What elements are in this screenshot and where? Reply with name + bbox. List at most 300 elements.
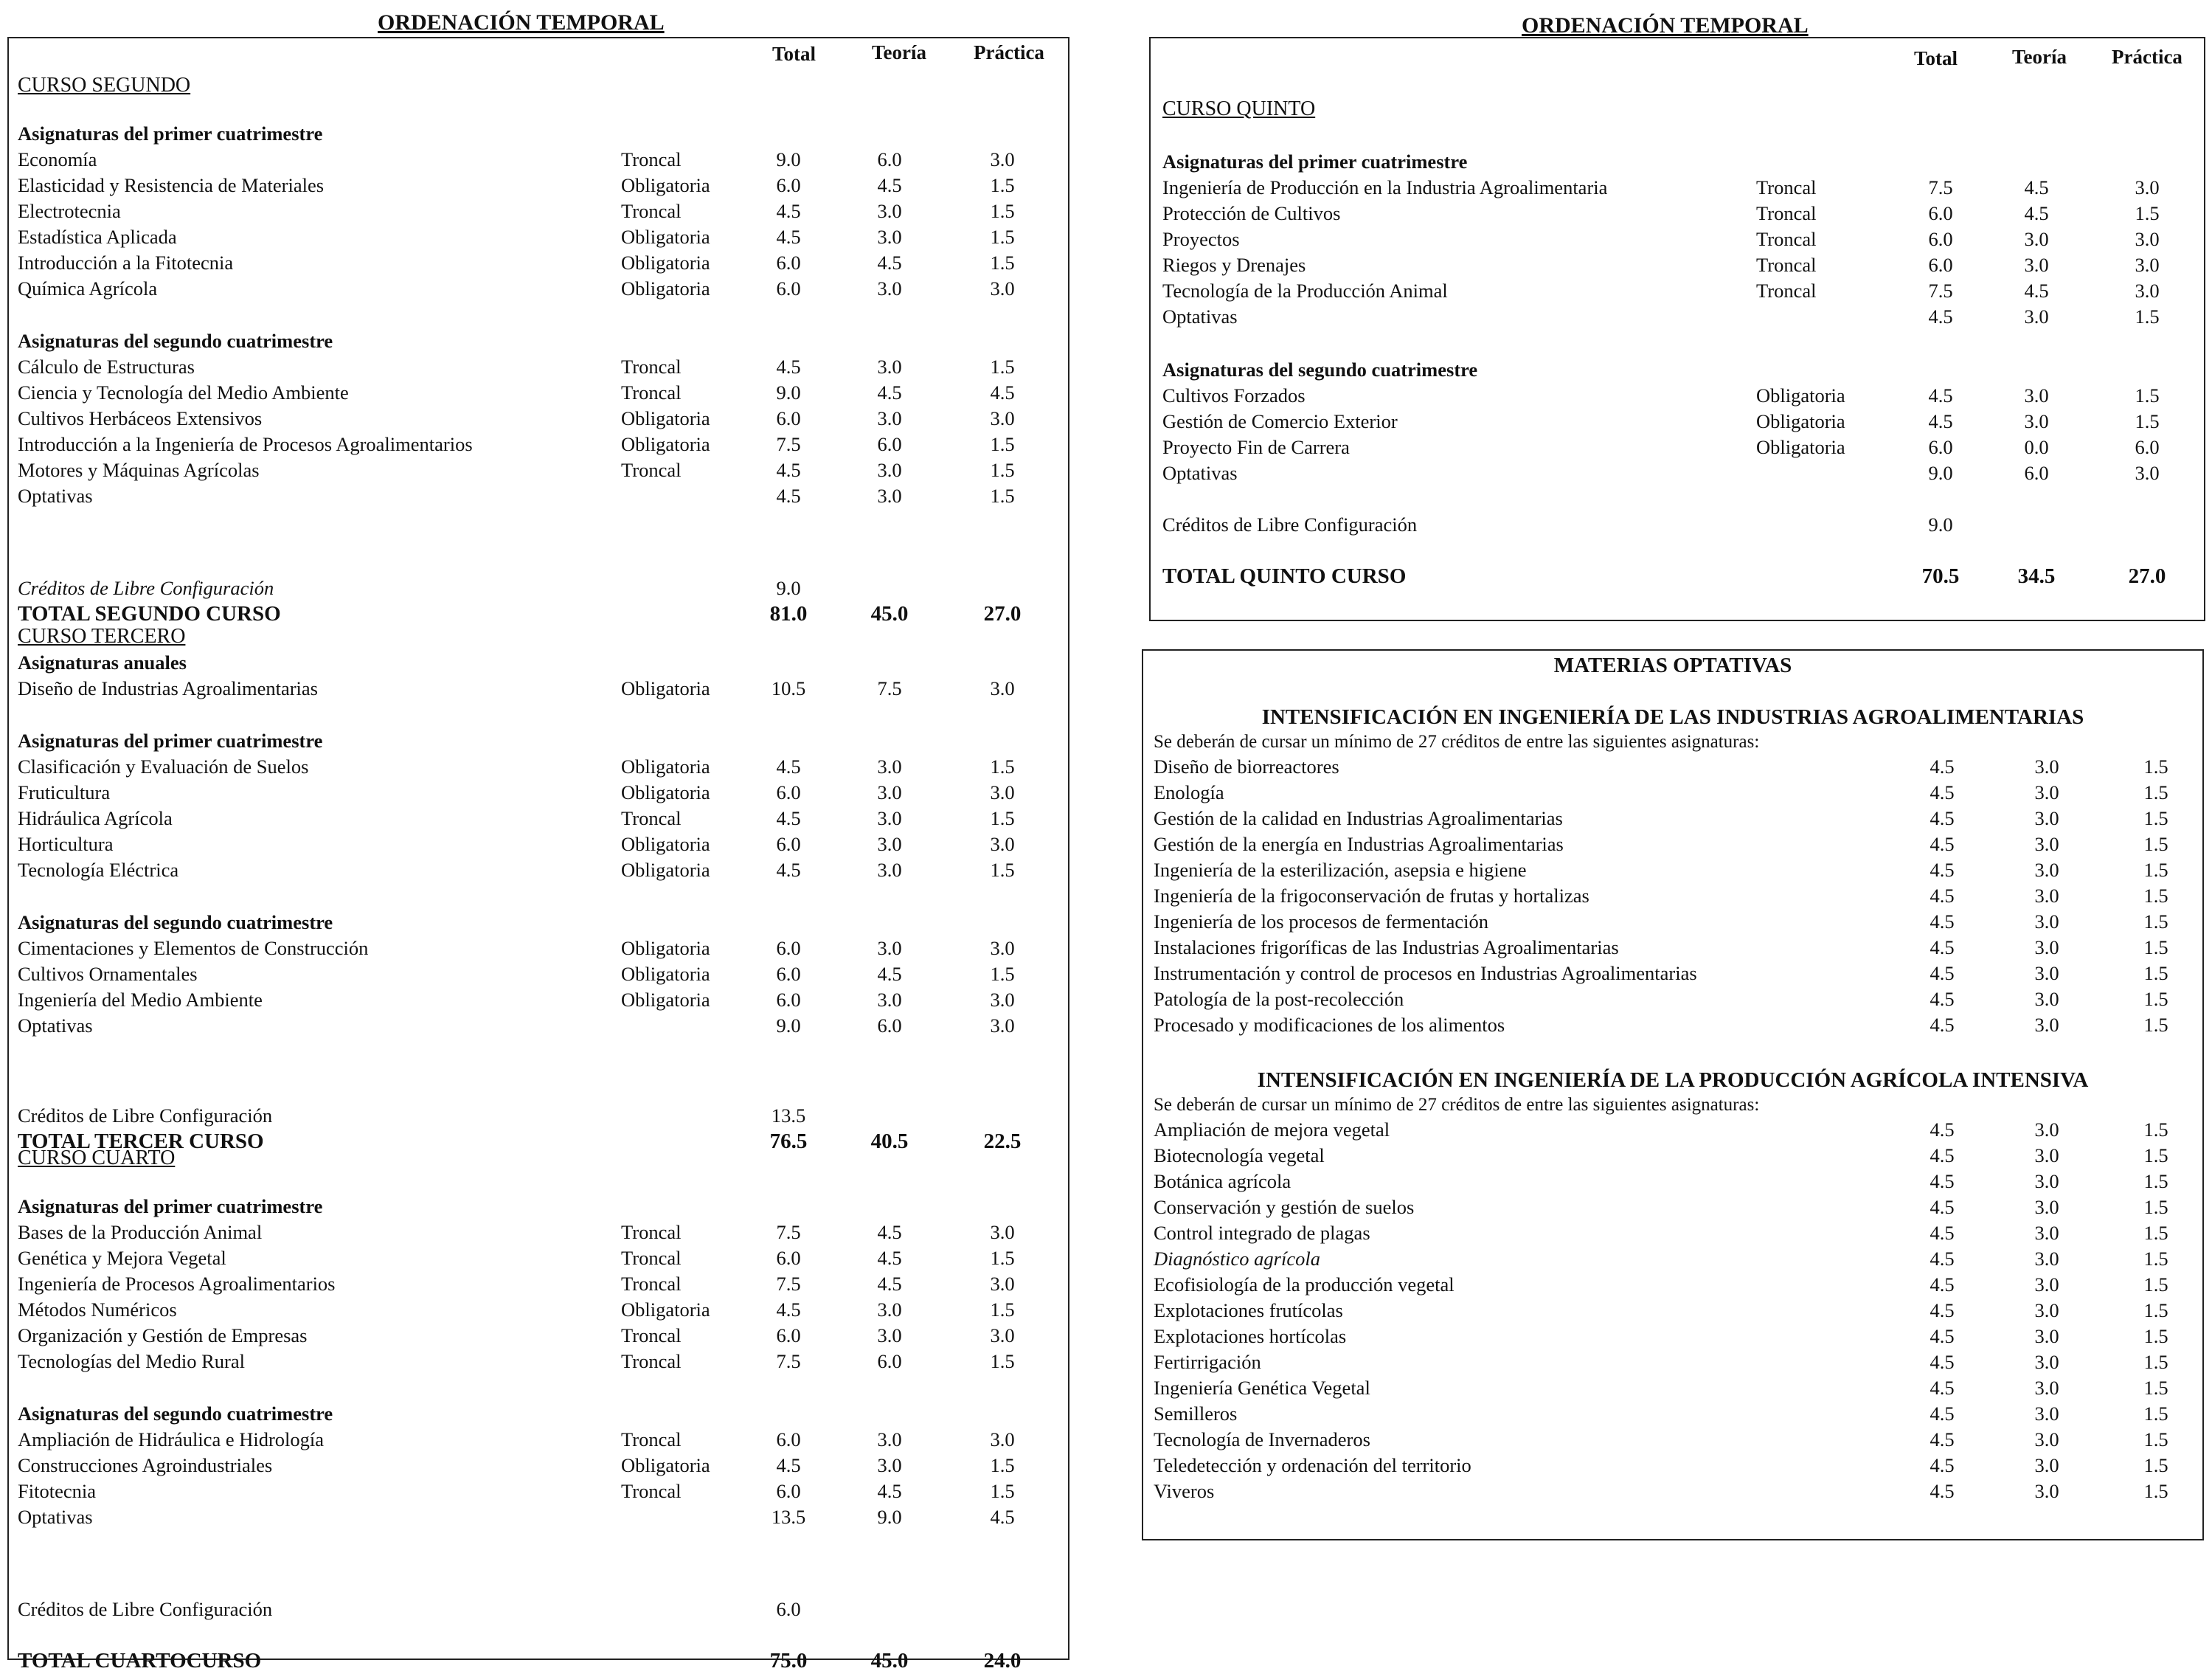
libre-total: 9.0 [1928,513,1953,536]
subject-type: Troncal [621,807,682,829]
optativa-row [1154,1427,2202,1453]
libre-label: Créditos de Libre Configuración [18,1104,273,1127]
group-title: Asignaturas del primer cuatrimestre [18,730,323,752]
subject-name: Optativas [18,1014,93,1037]
subject-name: Horticultura [18,833,114,855]
credits-teoria: 4.5 [2024,202,2049,224]
quinto-panel [1149,37,2205,621]
subject-type: Troncal [1756,254,1817,276]
credits-teoria: 3.0 [2034,910,2059,933]
credits-practica: 3.0 [990,1428,1015,1450]
credits-practica: 1.5 [2143,1403,2168,1425]
subject-row [1162,201,2204,226]
intensificacion-note: Se deberán de cursar un mínimo de 27 créditos de entre las siguientes asignaturas: [1154,732,1760,752]
subject-row [1162,409,2204,435]
libre-total: 9.0 [776,577,801,599]
subject-name: Optativas [18,1506,93,1528]
optativa-row [1154,1453,2202,1478]
subject-name: Hidráulica Agrícola [18,807,173,829]
optativa-name: Semilleros [1154,1403,1238,1425]
subject-type: Obligatoria [621,174,710,196]
optativa-row [1154,1246,2202,1272]
optativa-name: Explotaciones hortícolas [1154,1325,1347,1347]
credits-total: 4.5 [1930,781,1955,803]
subject-row [18,432,1068,457]
subject-row [18,1297,1068,1323]
subject-name: Introducción a la Fitotecnia [18,252,234,274]
left-page-title: ORDENACIÓN TEMPORAL [378,10,665,35]
subject-name: Diseño de Industrias Agroalimentarias [18,677,318,699]
credits-total: 4.5 [776,459,801,481]
subject-name: Ciencia y Tecnología del Medio Ambiente [18,381,349,404]
credits-total: 4.5 [1928,384,1953,407]
subject-type: Troncal [1756,280,1817,302]
optativa-name: Control integrado de plagas [1154,1222,1370,1244]
credits-total: 6.0 [776,407,801,429]
credits-practica: 3.0 [990,833,1015,855]
credits-total: 4.5 [1930,1222,1955,1244]
optativa-row [1154,1478,2202,1504]
credits-teoria: 6.0 [877,433,902,455]
subject-type: Obligatoria [621,755,710,778]
subject-row [18,935,1068,961]
credits-practica: 1.5 [990,433,1015,455]
credits-practica: 1.5 [2135,384,2160,407]
credits-practica: 3.0 [2135,176,2160,198]
optativa-row [1154,754,2202,780]
subject-row [18,1220,1068,1245]
optativa-row [1154,1220,2202,1246]
group-first-semester [18,728,1068,883]
subject-type: Obligatoria [621,677,710,699]
subject-row [18,198,1068,224]
credits-practica: 1.5 [990,1350,1015,1372]
credits-teoria: 3.0 [877,1454,902,1476]
optativa-name: Gestión de la calidad en Industrias Agroalimentarias [1154,807,1563,829]
subject-name: Optativas [1162,462,1238,484]
credits-total: 6.0 [776,1480,801,1502]
subject-name: Optativas [1162,305,1238,328]
subject-name: Cultivos Ornamentales [18,963,198,985]
credits-total: 4.5 [1928,410,1953,432]
subject-row [18,1271,1068,1297]
credits-teoria: 3.0 [877,200,902,222]
credits-total: 4.5 [1930,1273,1955,1296]
subject-row [18,780,1068,806]
subject-name: Gestión de Comercio Exterior [1162,410,1398,432]
subject-type: Obligatoria [621,833,710,855]
credits-teoria: 3.0 [2034,1480,2059,1502]
credits-practica: 1.5 [2143,1144,2168,1166]
credits-practica: 1.5 [2143,1377,2168,1399]
credits-teoria: 3.0 [877,807,902,829]
course-total: 70.5 [1921,564,1960,588]
intensificacion-list [1154,1117,2202,1504]
credits-total: 4.5 [1930,936,1955,958]
credits-practica: 1.5 [990,963,1015,985]
credits-teoria: 4.5 [877,1221,902,1243]
credits-teoria: 3.0 [877,459,902,481]
subject-type: Obligatoria [621,859,710,881]
libre-row [1162,512,2204,538]
optativa-row [1154,780,2202,806]
credits-practica: 4.5 [990,1506,1015,1528]
subject-row [18,406,1068,432]
credits-practica: 1.5 [2143,1351,2168,1373]
credits-practica: 1.5 [2143,1196,2168,1218]
credits-practica: 1.5 [2143,962,2168,984]
subject-type: Obligatoria [621,407,710,429]
course-total-label: TOTAL CUARTOCURSO [18,1649,262,1673]
subject-row [18,276,1068,302]
subject-type: Obligatoria [621,1298,710,1321]
optativa-row [1154,1012,2202,1038]
credits-practica: 1.5 [2143,1325,2168,1347]
optativa-name: Ingeniería Genética Vegetal [1154,1377,1370,1399]
optativa-row [1154,986,2202,1012]
credits-practica: 1.5 [2135,202,2160,224]
credits-practica: 1.5 [2143,1118,2168,1141]
credits-total: 9.0 [776,381,801,404]
optativa-name: Botánica agrícola [1154,1170,1292,1192]
credits-teoria: 3.0 [877,859,902,881]
subject-type: Troncal [621,1428,682,1450]
credits-teoria: 3.0 [2034,1403,2059,1425]
credits-total: 6.0 [776,252,801,274]
credits-teoria: 3.0 [877,226,902,248]
subject-row [18,380,1068,406]
credits-teoria: 6.0 [2024,462,2049,484]
optativa-name: Ingeniería de la frigoconservación de frutas y hortalizas [1154,885,1589,907]
subject-row [1162,383,2204,409]
subject-type: Obligatoria [621,277,710,300]
header-teoria: Teoría [872,41,926,63]
subject-name: Optativas [18,485,93,507]
optativa-name: Viveros [1154,1480,1215,1502]
credits-total: 7.5 [776,433,801,455]
credits-teoria: 3.0 [2034,1170,2059,1192]
credits-practica: 1.5 [990,459,1015,481]
credits-total: 9.0 [1928,462,1953,484]
course-title: CURSO SEGUNDO [18,74,191,97]
subject-name: Cultivos Herbáceos Extensivos [18,407,263,429]
credits-total: 4.5 [776,807,801,829]
credits-total: 4.5 [1930,1351,1955,1373]
credits-total: 4.5 [1930,1144,1955,1166]
subject-type: Obligatoria [621,433,710,455]
group-first-semester [18,1194,1068,1374]
course-total-row [18,601,1068,627]
subject-type: Obligatoria [621,963,710,985]
optativa-name: Fertirrigación [1154,1351,1261,1373]
credits-teoria: 3.0 [2024,228,2049,250]
credits-practica: 1.5 [2143,1480,2168,1502]
course-practica: 24.0 [983,1649,1022,1673]
credits-teoria: 4.5 [2024,176,2049,198]
subject-row [18,1349,1068,1374]
subject-name: Genética y Mejora Vegetal [18,1247,226,1269]
course-teoria: 45.0 [870,602,909,626]
subject-name: Ingeniería de Procesos Agroalimentarios [18,1273,336,1295]
subject-row [1162,304,2204,330]
credits-total: 6.0 [1928,228,1953,250]
header-practica: Práctica [2112,46,2182,68]
subject-row [18,1453,1068,1478]
credits-teoria: 3.0 [877,277,902,300]
credits-total: 4.5 [1930,910,1955,933]
credits-total: 4.5 [1930,1248,1955,1270]
subject-row [18,483,1068,509]
subject-row [18,354,1068,380]
credits-total: 6.0 [776,833,801,855]
credits-practica: 1.5 [990,807,1015,829]
libre-row [18,1597,1068,1622]
credits-practica: 6.0 [2135,436,2160,458]
credits-total: 4.5 [1930,859,1955,881]
credits-practica: 1.5 [990,1298,1015,1321]
credits-practica: 1.5 [2143,807,2168,829]
credits-practica: 1.5 [2143,833,2168,855]
credits-teoria: 3.0 [877,356,902,378]
credits-total: 4.5 [776,200,801,222]
subject-type: Troncal [621,1247,682,1269]
credits-practica: 1.5 [2143,1222,2168,1244]
optativa-row [1154,1169,2202,1194]
credits-teoria: 4.5 [877,1480,902,1502]
credits-total: 10.5 [771,677,806,699]
credits-total: 6.0 [776,989,801,1011]
credits-practica: 1.5 [2135,410,2160,432]
credits-practica: 4.5 [990,381,1015,404]
libre-configuracion [18,1103,1068,1155]
header-teoria: Teoría [2012,46,2067,68]
libre-total: 6.0 [776,1598,801,1620]
subject-name: Electrotecnia [18,200,121,222]
subject-type: Troncal [621,1350,682,1372]
optativa-row [1154,909,2202,935]
credits-practica: 1.5 [2143,988,2168,1010]
optativa-row [1154,1324,2202,1349]
course-total-group [18,1648,1068,1674]
credits-teoria: 4.5 [877,1247,902,1269]
subject-row [18,1013,1068,1039]
optativa-name: Explotaciones frutícolas [1154,1299,1343,1321]
credits-total: 4.5 [1930,1325,1955,1347]
credits-teoria: 3.0 [2034,1144,2059,1166]
optativa-row [1154,883,2202,909]
credits-teoria: 3.0 [2034,1299,2059,1321]
credits-teoria: 3.0 [2034,1325,2059,1347]
subject-row [18,961,1068,987]
course-total: 76.5 [769,1130,808,1153]
subject-row [18,147,1068,173]
optativa-row [1154,1375,2202,1401]
left-panel [7,37,1069,1673]
credits-teoria: 3.0 [2024,305,2049,328]
subject-name: Ingeniería del Medio Ambiente [18,989,263,1011]
credits-total: 7.5 [776,1221,801,1243]
credits-teoria: 3.0 [2034,988,2059,1010]
credits-teoria: 3.0 [2034,1248,2059,1270]
subject-row [18,831,1068,857]
optativa-row [1154,1143,2202,1169]
subject-name: Clasificación y Evaluación de Suelos [18,755,309,778]
credits-teoria: 3.0 [2034,1222,2059,1244]
optativa-row [1154,806,2202,831]
subject-type: Obligatoria [1756,384,1845,407]
subject-type: Troncal [621,200,682,222]
subject-row [18,1323,1068,1349]
credits-total: 6.0 [776,781,801,803]
course-practica: 22.5 [983,1130,1022,1153]
credits-total: 4.5 [1930,1454,1955,1476]
subject-row [18,676,1068,702]
credits-teoria: 3.0 [877,1324,902,1346]
credits-teoria: 4.5 [2024,280,2049,302]
credits-total: 13.5 [771,1506,806,1528]
subject-type: Obligatoria [621,1454,710,1476]
course-total-label: TOTAL TERCER CURSO [18,1130,264,1153]
optativa-name: Ecofisiología de la producción vegetal [1154,1273,1455,1296]
subject-name: Protección de Cultivos [1162,202,1341,224]
credits-teoria: 3.0 [2034,1428,2059,1450]
credits-practica: 1.5 [990,226,1015,248]
optativa-row [1154,961,2202,986]
credits-total: 4.5 [776,485,801,507]
subject-name: Cimentaciones y Elementos de Construcción [18,937,369,959]
libre-configuracion [18,1597,1068,1622]
credits-practica: 1.5 [2143,885,2168,907]
credits-total: 4.5 [1930,988,1955,1010]
header-total: Total [772,43,817,65]
credits-teoria: 3.0 [2034,1196,2059,1218]
subject-name: Economía [18,148,97,170]
course-total: 75.0 [769,1649,808,1673]
subject-type: Obligatoria [621,937,710,959]
subject-type: Troncal [621,1273,682,1295]
credits-practica: 1.5 [990,1247,1015,1269]
subject-row [18,1504,1068,1530]
subject-name: Cálculo de Estructuras [18,356,195,378]
credits-total: 7.5 [1928,280,1953,302]
subject-row [18,754,1068,780]
credits-practica: 3.0 [990,1221,1015,1243]
subject-row [1162,435,2204,460]
credits-practica: 1.5 [2143,1273,2168,1296]
credits-total: 4.5 [1930,807,1955,829]
subject-name: Fitotecnia [18,1480,96,1502]
credits-teoria: 3.0 [877,755,902,778]
credits-teoria: 6.0 [877,148,902,170]
course-total-row [18,1648,1068,1674]
credits-total: 4.5 [1930,1428,1955,1450]
subject-type: Obligatoria [621,226,710,248]
libre-configuracion [1162,512,2204,538]
credits-total: 9.0 [776,1014,801,1037]
subject-row [18,457,1068,483]
credits-teoria: 3.0 [2034,833,2059,855]
subject-name: Introducción a la Ingeniería de Procesos Agroalimentarios [18,433,473,455]
credits-practica: 1.5 [2143,1454,2168,1476]
subject-row [18,1478,1068,1504]
credits-practica: 3.0 [2135,280,2160,302]
group-title: Asignaturas del segundo cuatrimestre [18,911,333,933]
subject-name: Organización y Gestión de Empresas [18,1324,308,1346]
credits-teoria: 3.0 [2024,254,2049,276]
credits-teoria: 9.0 [877,1506,902,1528]
credits-teoria: 3.0 [2034,1118,2059,1141]
subject-name: Estadística Aplicada [18,226,177,248]
credits-teoria: 3.0 [2034,885,2059,907]
credits-teoria: 3.0 [2034,1351,2059,1373]
credits-total: 6.0 [776,1428,801,1450]
credits-teoria: 3.0 [2034,781,2059,803]
credits-total: 6.0 [776,963,801,985]
subject-row [18,250,1068,276]
optativa-row [1154,1401,2202,1427]
credits-practica: 1.5 [990,485,1015,507]
optativa-name: Biotecnología vegetal [1154,1144,1325,1166]
credits-teoria: 4.5 [877,252,902,274]
credits-total: 4.5 [776,356,801,378]
credits-teoria: 3.0 [2034,755,2059,778]
optativa-name: Ampliación de mejora vegetal [1154,1118,1390,1141]
credits-total: 6.0 [1928,436,1953,458]
credits-teoria: 3.0 [2034,1454,2059,1476]
credits-total: 4.5 [1930,1118,1955,1141]
credits-practica: 1.5 [990,859,1015,881]
credits-practica: 1.5 [990,1480,1015,1502]
course-total: 81.0 [769,602,808,626]
subject-name: Elasticidad y Resistencia de Materiales [18,174,325,196]
subject-type: Obligatoria [1756,436,1845,458]
optativa-name: Instalaciones frigoríficas de las Industrias Agroalimentarias [1154,936,1619,958]
credits-teoria: 3.0 [877,833,902,855]
credits-teoria: 3.0 [2024,384,2049,407]
credits-total: 4.5 [1930,885,1955,907]
course-total-row [18,1129,1068,1155]
credits-practica: 1.5 [2143,936,2168,958]
subject-name: Cultivos Forzados [1162,384,1306,407]
libre-row [18,575,1068,601]
credits-total: 4.5 [1930,1196,1955,1218]
credits-practica: 3.0 [2135,462,2160,484]
credits-total: 7.5 [776,1273,801,1295]
optativa-row [1154,1194,2202,1220]
credits-teoria: 3.0 [877,781,902,803]
subject-type: Troncal [621,381,682,404]
group-first-semester [18,121,1068,302]
credits-total: 4.5 [1930,962,1955,984]
credits-total: 9.0 [776,148,801,170]
course-title: CURSO TERCERO [18,625,186,648]
credits-practica: 3.0 [2135,228,2160,250]
credits-teoria: 3.0 [877,1428,902,1450]
credits-teoria: 3.0 [2034,936,2059,958]
credits-practica: 3.0 [990,277,1015,300]
subject-name: Tecnologías del Medio Rural [18,1350,245,1372]
credits-practica: 1.5 [990,1454,1015,1476]
credits-teoria: 3.0 [2034,1377,2059,1399]
credits-total: 6.0 [776,937,801,959]
optativa-name: Patología de la post-recolección [1154,988,1404,1010]
credits-total: 7.5 [776,1350,801,1372]
course-title: CURSO CUARTO [18,1146,176,1169]
subject-name: Proyecto Fin de Carrera [1162,436,1350,458]
subject-type: Obligatoria [621,781,710,803]
group-second-semester [18,910,1068,1039]
group-annual [18,650,1068,702]
